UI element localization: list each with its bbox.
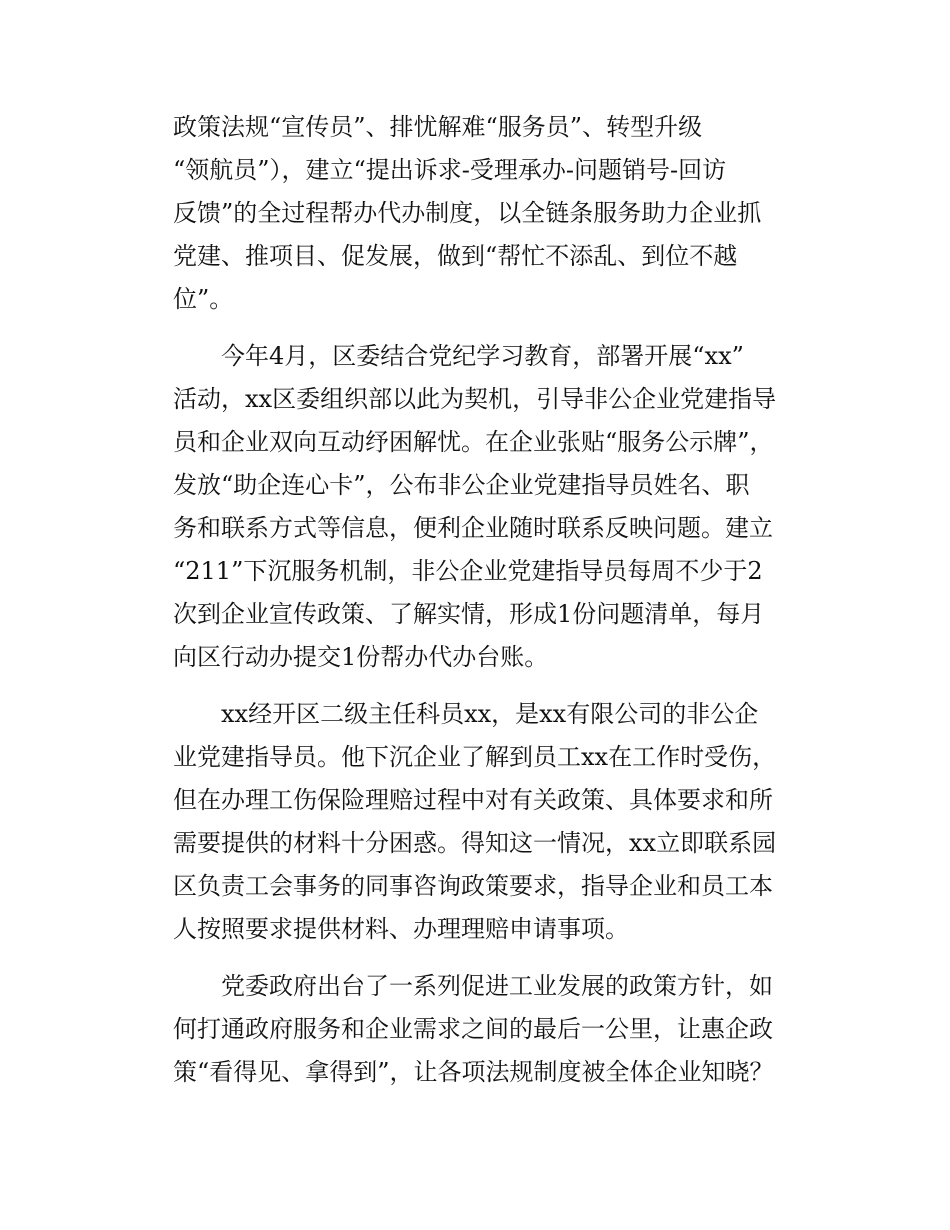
text-line: 发放“助企连心卡”，公布非公企业党建指导员姓名、职 xyxy=(173,471,750,499)
document-body xyxy=(173,106,813,1108)
text-line: 务和联系方式等信息，便利企业随时联系反映问题。建立 xyxy=(173,514,773,542)
text-line: 人按照要求提供材料、办理理赔申请事项。 xyxy=(173,915,629,943)
text-line: 位”。 xyxy=(173,285,234,313)
text-line: 区负责工会事务的同事咨询政策要求，指导企业和员工本 xyxy=(173,872,773,900)
paragraph-3 xyxy=(173,693,813,951)
paragraph-4 xyxy=(173,965,813,1094)
text-line: 政策法规“宣传员”、排忧解难“服务员”、转型升级 xyxy=(173,113,703,141)
text-line: 向区行动办提交1份帮办代办台账。 xyxy=(173,643,549,671)
text-line: 反馈”的全过程帮办代办制度，以全链条服务助力企业抓 xyxy=(173,199,762,227)
text-line: 需要提供的材料十分困惑。得知这一情况，xx立即联系园 xyxy=(173,829,777,857)
paragraph-2 xyxy=(173,335,813,679)
text-line: xx经开区二级主任科员xx，是xx有限公司的非公企 xyxy=(221,700,759,728)
text-line: 党建、推项目、促发展，做到“帮忙不添乱、到位不越 xyxy=(173,242,738,270)
text-line: 今年4月，区委结合党纪学习教育，部署开展“xx” xyxy=(221,342,744,370)
text-line: “211”下沉服务机制，非公企业党建指导员每周不少于2 xyxy=(173,557,763,585)
text-line: 党委政府出台了一系列促进工业发展的政策方针，如 xyxy=(221,972,773,1000)
text-line: “领航员”），建立“提出诉求-受理承办-问题销号-回访 xyxy=(173,156,727,184)
text-line: 业党建指导员。他下沉企业了解到员工xx在工作时受伤， xyxy=(173,743,777,771)
text-line: 但在办理工伤保险理赔过程中对有关政策、具体要求和所 xyxy=(173,786,773,814)
text-line: 策“看得见、拿得到”，让各项法规制度被全体企业知晓？ xyxy=(173,1058,774,1086)
text-line: 次到企业宣传政策、了解实情，形成1份问题清单，每月 xyxy=(173,600,765,628)
text-line: 何打通政府服务和企业需求之间的最后一公里，让惠企政 xyxy=(173,1015,773,1043)
text-line: 活动，xx区委组织部以此为契机，引导非公企业党建指导 xyxy=(173,385,777,413)
text-line: 员和企业双向互动纾困解忧。在企业张贴“服务公示牌”， xyxy=(173,428,774,456)
paragraph-1 xyxy=(173,106,813,321)
